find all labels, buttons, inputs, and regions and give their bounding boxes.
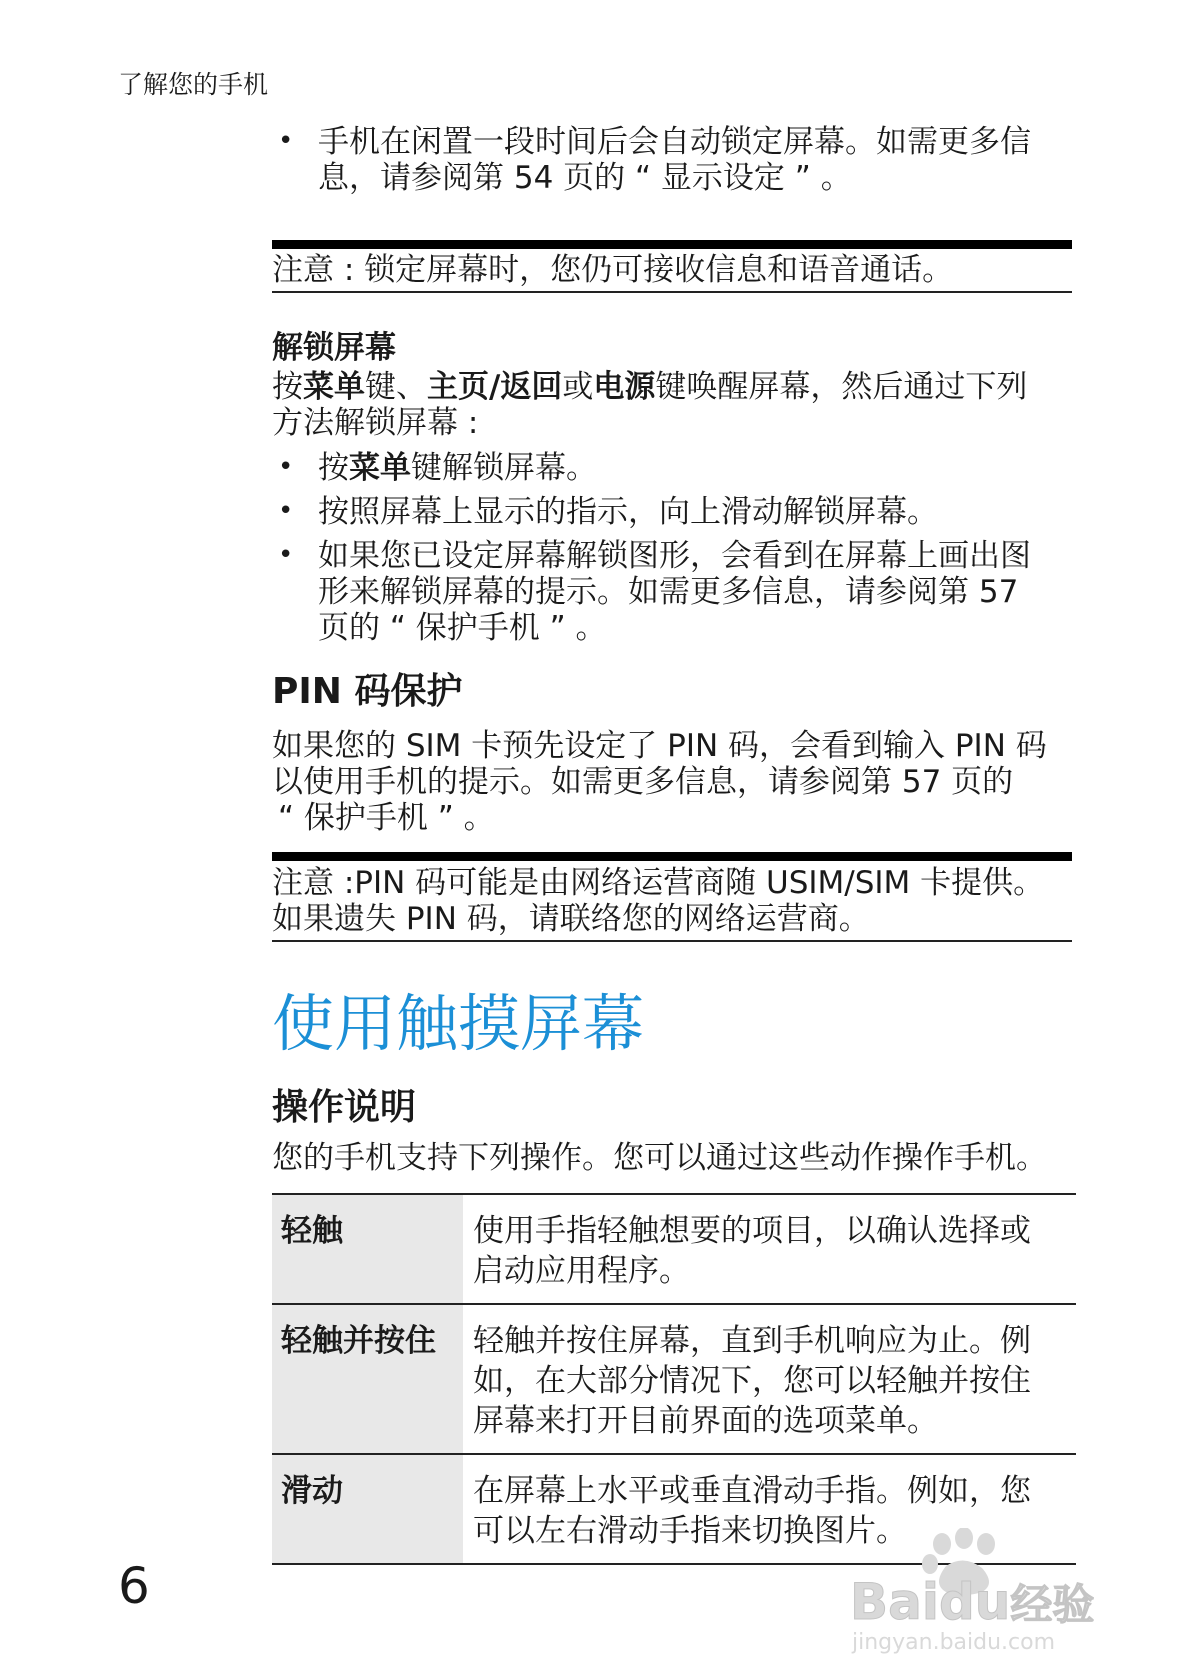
pin-heading: PIN 码保护 <box>272 671 463 712</box>
note-rule-top <box>272 852 1072 861</box>
watermark-brand-part: Bai <box>850 1573 939 1631</box>
unlock-intro-line-1 <box>272 369 1027 405</box>
watermark-url: jingyan.baidu.com <box>852 1630 1056 1655</box>
description-line: 如，在大部分情况下，您可以轻触并按住 <box>473 1363 1031 1399</box>
watermark-brand-part: du <box>939 1573 1011 1631</box>
note-lock-screen: 注意 : 锁定屏幕时，您仍可接收信息和语音通话。 <box>272 252 954 288</box>
operations-intro: 您的手机支持下列操作。您可以通过这些动作操作手机。 <box>272 1140 1047 1176</box>
home-back-key-label: 主页/返回 <box>427 369 563 405</box>
watermark-brand <box>850 1572 1094 1632</box>
table-row <box>272 1194 1076 1304</box>
unlock-bullet-list <box>272 450 1072 650</box>
bullet-icon: • <box>278 496 294 526</box>
power-key-label: 电源 <box>593 369 656 405</box>
unlock-text: 按 <box>272 369 303 405</box>
page-number: 6 <box>118 1557 150 1615</box>
note-rule-top <box>272 240 1072 249</box>
unlock-bullet-pattern-line-2: 形来解锁屏幕的提示。如需更多信息，请参阅第 57 <box>318 574 1019 610</box>
baidu-watermark <box>846 1528 1126 1658</box>
note-pin-line-2: 如果遗失 PIN 码，请联络您的网络运营商。 <box>272 901 870 937</box>
unlock-intro-line-2: 方法解锁屏幕 : <box>272 405 479 441</box>
intro-bullet-line-2: 息，请参阅第 54 页的 “ 显示设定 ” 。 <box>318 160 852 196</box>
unlock-bullet-text: 按 <box>318 450 349 486</box>
intro-bullet-list <box>272 124 1072 204</box>
description-line: 启动应用程序。 <box>473 1253 690 1289</box>
note-rule-bottom <box>272 940 1072 942</box>
unlock-bullet-pattern-line-3: 页的 “ 保护手机 ” 。 <box>318 610 607 646</box>
unlock-bullet-text: 键解锁屏幕。 <box>411 450 597 486</box>
bullet-icon: • <box>278 126 294 156</box>
unlock-text: 键唤醒屏幕，然后通过下列 <box>655 369 1028 405</box>
operation-term: 滑动 <box>272 1454 463 1564</box>
touch-screen-heading: 使用触摸屏幕 <box>272 987 645 1060</box>
pin-line-1: 如果您的 SIM 卡预先设定了 PIN 码，会看到输入 PIN 码 <box>272 728 1047 764</box>
operation-term: 轻触 <box>272 1194 463 1304</box>
running-header: 了解您的手机 <box>118 70 269 99</box>
intro-bullet-line-1: 手机在闲置一段时间后会自动锁定屏幕。如需更多信 <box>318 124 1031 160</box>
description-line: 使用手指轻触想要的项目，以确认选择或 <box>473 1213 1031 1249</box>
note-rule-bottom <box>272 291 1072 293</box>
operations-subheading: 操作说明 <box>272 1087 417 1128</box>
operation-description <box>463 1304 1076 1454</box>
pin-line-2: 以使用手机的提示。如需更多信息，请参阅第 57 页的 <box>272 764 1014 800</box>
note-pin-line-1: 注意 :PIN 码可能是由网络运营商随 USIM/SIM 卡提供。 <box>272 865 1045 901</box>
description-line: 可以左右滑动手指来切换图片。 <box>473 1513 907 1549</box>
description-line: 屏幕来打开目前界面的选项菜单。 <box>473 1403 938 1439</box>
unlock-heading: 解锁屏幕 <box>272 330 396 366</box>
pin-line-3: “ 保护手机 ” 。 <box>278 800 495 836</box>
unlock-text: 键、 <box>365 369 427 405</box>
operation-term: 轻触并按住 <box>272 1304 463 1454</box>
watermark-brand-cn: 经验 <box>1010 1580 1095 1629</box>
unlock-bullet-menu <box>318 450 597 486</box>
description-line: 在屏幕上水平或垂直滑动手指。例如，您 <box>473 1473 1031 1509</box>
description-line: 轻触并按住屏幕，直到手机响应为止。例 <box>473 1323 1031 1359</box>
menu-key-label: 菜单 <box>349 450 411 486</box>
unlock-bullet-swipe: 按照屏幕上显示的指示，向上滑动解锁屏幕。 <box>318 494 938 530</box>
unlock-text: 或 <box>562 369 594 405</box>
bullet-icon: • <box>278 540 294 570</box>
menu-key-label: 菜单 <box>303 369 365 405</box>
operation-description <box>463 1194 1076 1304</box>
table-row <box>272 1304 1076 1454</box>
operations-table <box>272 1193 1076 1565</box>
unlock-bullet-pattern-line-1: 如果您已设定屏幕解锁图形，会看到在屏幕上画出图 <box>318 538 1031 574</box>
bullet-icon: • <box>278 452 294 482</box>
